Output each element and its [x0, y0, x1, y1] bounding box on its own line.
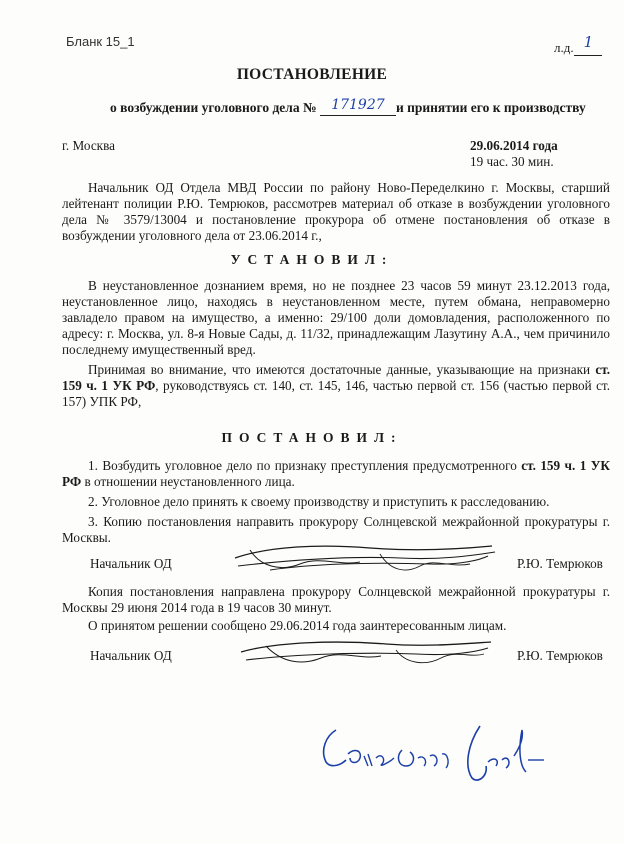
sheet-label: л.д.	[554, 40, 574, 55]
case-number: 171927	[331, 97, 385, 113]
place: г. Москва	[62, 138, 115, 153]
resolution-item-3: 3. Копию постановления направить прокурору Солнцевской межрайонной прокуратуры г. Москвы.	[62, 514, 610, 545]
sheet-number: 1	[583, 33, 594, 51]
document-subtitle	[110, 97, 586, 116]
document-time: 19 час. 30 мин.	[470, 154, 554, 169]
copy-sent-paragraph	[62, 584, 610, 634]
subtitle-before: о возбуждении уголовного дела №	[110, 100, 317, 115]
copy-true-handwriting	[312, 710, 552, 790]
considering-article: ст. 159 ч. 1 УК РФ	[62, 362, 610, 393]
signature1-name: Р.Ю. Темрюков	[517, 556, 603, 571]
copy-sent-text: Копия постановления направлена прокурору Солнцевской межрайонной прокуратуры г. Москвы 29 июня 2014 года в 19 часов 30 минут.	[62, 584, 610, 615]
considering-paragraph	[62, 362, 610, 410]
signature1-position: Начальник ОД	[90, 556, 172, 571]
signature2-position: Начальник ОД	[90, 648, 172, 663]
subtitle-after: и принятии его к производству	[395, 100, 586, 115]
established-paragraph	[62, 278, 610, 358]
decision-notice-text: О принятом решении сообщено 29.06.2014 года заинтересованным лицам.	[88, 618, 507, 633]
case-number-field	[320, 97, 396, 116]
resolved-heading: ПОСТАНОВИЛ:	[221, 430, 403, 445]
signature1-scribble	[230, 536, 500, 586]
signature2-scribble	[236, 630, 496, 680]
considering-text: Принимая во внимание, что имеются достаточные данные, указывающие на признаки ст. 159 ч. 1 УК РФ, руководствуясь ст. 140, ст. 145, 146, частью первой ст. 156 (частью первой ст. 157) УПК РФ,	[62, 362, 610, 409]
resolution-item-1: 1. Возбудить уголовное дело по признаку преступления предусмотренного ст. 159 ч. 1 УК РФ в отношении неустановленного лица.	[62, 458, 610, 489]
resolution-article: ст. 159 ч. 1 УК РФ	[62, 458, 610, 489]
sheet-number-field	[554, 33, 602, 56]
resolution-item-2: 2. Уголовное дело принять к своему производству и приступить к расследованию.	[88, 494, 550, 509]
resolutions-list	[62, 458, 610, 546]
form-id: Бланк 15_1	[66, 34, 135, 49]
document-title: ПОСТАНОВЛЕНИЕ	[236, 66, 388, 83]
established-text: В неустановленное дознанием время, но не позднее 23 часов 59 минут 23.12.2013 года, неустановленное лицо, находясь в неустановленном месте, путем обмана, неправомерно завладело правом на имущество, а именно: 29/100 доли домовладения, расположенного по адресу: г. Москва, ул. 8-я Новые Сады, д. 11/32, принадлежащим Лазутину А.А., чем причинило последнему имущественный вред.	[62, 278, 610, 357]
document-date: 29.06.2014 года	[470, 138, 558, 153]
intro-paragraph	[62, 180, 610, 244]
signature2-name: Р.Ю. Темрюков	[517, 648, 603, 663]
established-heading: УСТАНОВИЛ:	[230, 252, 394, 267]
intro-text: Начальник ОД Отдела МВД России по району Ново-Переделкино г. Москвы, старший лейтенант полиции Р.Ю. Темрюков, рассмотрев материал об отказе в возбуждении уголовного дела № 3579/13004 и постановление прокурора об отмене постановления об отказе в возбуждении уголовного дела от 23.06.2014 г.,	[62, 180, 610, 243]
